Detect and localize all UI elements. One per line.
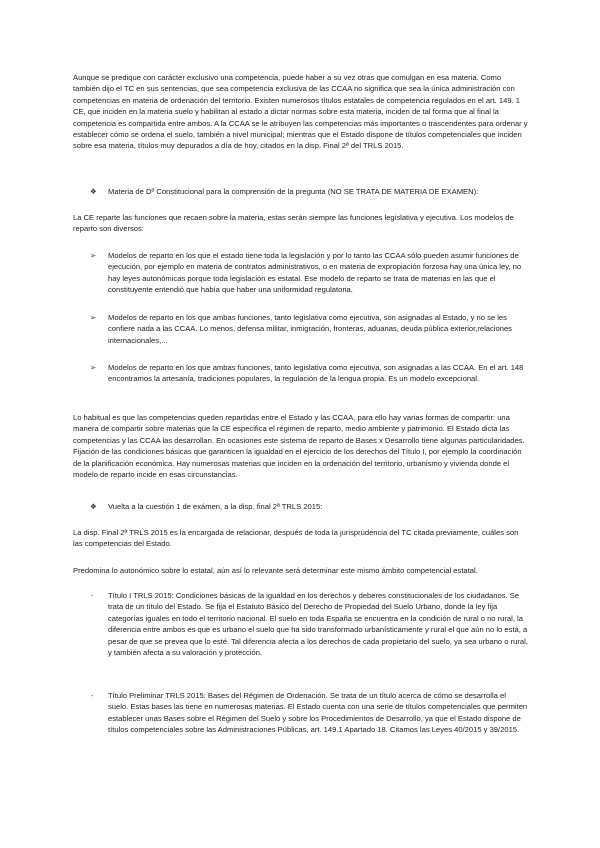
- diamond-bullet-icon: ❖: [90, 187, 97, 196]
- heading-return: Vuelta a la cuestión 1 de exámen, a la disp. final 2ª TRLS 2015:: [108, 502, 323, 511]
- paragraph-reparto: La CE reparte las funciones que recaen sobre la materia, estas serán siempre las funciones legislativa y ejecutiva. Los modelos de reparto son diversos:: [73, 213, 514, 234]
- list-item-titulo-preliminar: Título Preliminar TRLS 2015: Bases del Régimen de Ordenación. Se trata de un título acerca de cómo se desarrolla el suelo. Estas bases las tiene en numerosas materias. El Estado cuenta con una serie de títulos competenciales que permiten establecer unas Bases sobre el Régimen del Suelo y sobre los Procedimientos de Desarrollo, ya que el Estado dispone de títulos competenciales sobre las Administraciones Públicas, art. 149.1 Apartado 18. Citamos las Leyes 40/2015 y 39/2015.: [108, 691, 528, 735]
- dash-bullet: -: [91, 691, 94, 700]
- arrow-bullet-icon: ➢: [90, 251, 97, 260]
- paragraph-shared: Lo habitual es que las competencias queden repartidas entre el Estado y las CCAA, para ello hay varias formas de compartir: una manera de compartir sobre materias que la CE especifica el régimen de reparto, medio ambiente y patrimonio. El Estado dicta las competencias y las CCAA las desarrollan. En ocasiones este sistema de reparto de Bases x Desarrollo tiene algunas particularidades. Fijación de las condiciones básicas que garanticen la igualdad en el ejercicio de los derechos del Título I, por ejemplo la coordinación de la planificación económica. Hay numerosas materias que inciden en la ordenación del territorio, urbanismo y vivienda donde el modelo de reparto incide en esas circunstancias.: [73, 413, 525, 480]
- paragraph-predomina: Predomina lo autonómico sobre lo estatal, aún así lo relevante será determinar este mismo ámbito competencial estatal.: [73, 566, 478, 575]
- arrow-bullet-icon: ➢: [90, 313, 97, 322]
- heading-constitutional: Materia de Dº Constitucional para la comprensión de la pregunta (NO SE TRATA DE MATERIA DE EXAMEN):: [108, 187, 479, 196]
- paragraph-intro: Aunque se predique con carácter exclusivo una competencia, puede haber a su vez otras que comulgan en esa materia. Como también dijo el TC en sus sentencias, que sea competencia exclusiva de las CCAA no significa que sea la única administración con competencias en materia de ordenación del territorio. Existen numerosos títulos estatales de competencia regulados en el art. 149. 1 CE, que inciden en la materia suelo y habilitan al estado a dictar normas sobre esta materia, inciden de tal forma que al final la competencia es compartida entre ambos. A la CCAA se le atribuyen las competencias más importantes o trascendentes para ordenar y establecer cómo se ordena el suelo, también a nivel municipal; mientras que el Estado dispone de títulos competenciales que inciden sobre esa materia, títulos muy depurados a día de hoy, citados en la disp. Final 2ª del TRLS 2015.: [73, 73, 528, 151]
- list-item-titulo-1: Título I TRLS 2015: Condiciones básicas de la igualdad en los derechos y deberes constitucionales de los ciudadanos. Se trata de un título del Estado. Se fija el Estatuto Básico del Derecho de Propiedad del Suelo Urbano, donde la ley fija categorías iguales en todo el territorio nacional. El suelo en toda España se encuentra en la condición de rural o no rural, la diferencia entre ambos es que es urbano el suelo que ha sido transformado urbanísticamente y rural el que aún no lo está, a pesar de que se prevea que lo esté. Tal diferencia afecta a los derechos de cada propietario del suelo, ya sea urbano o rural, y también afecta a su valoración y protección.: [108, 591, 528, 658]
- list-item-model-2: Modelos de reparto en los que ambas funciones, tanto legislativa como ejecutiva, son asignadas al Estado, y no se les confiere nada a las CCAA. Lo menos, defensa militar, inmigración, fronteras, aduanas, deuda pública exterior,relaciones internacionales,...: [108, 313, 512, 345]
- paragraph-disp-final: La disp. Final 2ª TRLS 2015 es la encargada de relacionar, después de toda la jurisprudencia del TC citada previamente, cuáles son las competencias del Estado.: [73, 528, 519, 549]
- diamond-bullet-icon: ❖: [90, 502, 97, 511]
- list-item-model-3: Modelos de reparto en los que ambas funciones, tanto legislativa como ejecutiva, son asignadas a las CCAA. En el art. 148 encontramos la artesanía, tradiciones populares, la regulación de la lengua propia. Es un modelo excepcional.: [108, 363, 524, 384]
- list-item-model-1: Modelos de reparto en los que el estado tiene toda la legislación y por lo tanto las CCAA sólo pueden asumir funciones de ejecución, por ejemplo en materia de contratos administrativos, o en materia de expropiación forzosa hay una única ley, no hay leyes autonómicas porque toda legislación es estatal. Ese modelo de reparto se trata de materias en las que el constituyente entendió que había que haber una uniformidad regulatoria.: [108, 251, 522, 295]
- arrow-bullet-icon: ➢: [90, 363, 97, 372]
- dash-bullet: -: [91, 591, 94, 600]
